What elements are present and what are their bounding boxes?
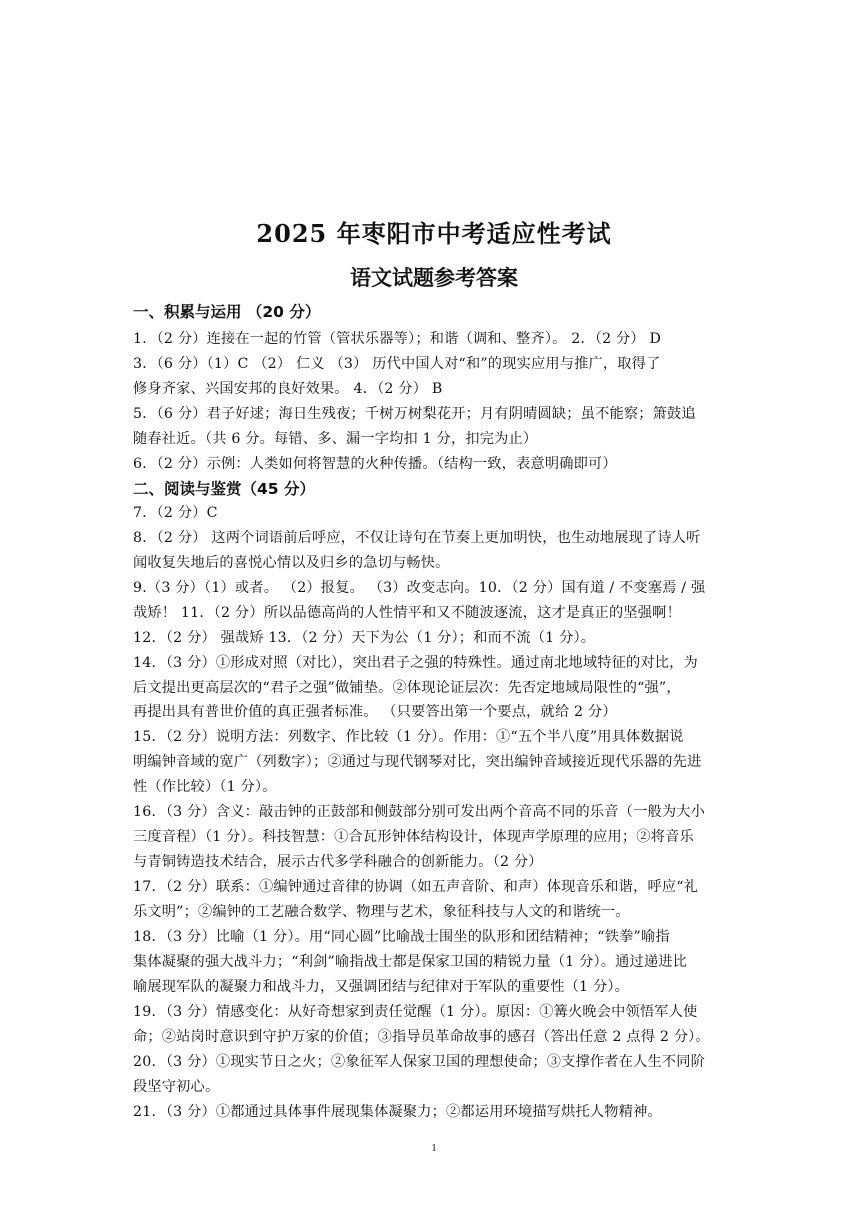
document-title: 2025 年枣阳市中考适应性考试 [256,219,612,248]
answer-line: 12．（2 分） 强哉矫 13．（2 分）天下为公（1 分）；和而不流（1 分）。 [133,630,596,646]
answer-line: 9.（3 分）（1）或者。 （2）报复。 （3）改变志向。10．（2 分）国有道 / 不变塞焉 / 强 [133,580,706,596]
answer-line: 6．（2 分）示例：人类如何将智慧的火种传播。（结构一致，表意明确即可） [133,456,617,472]
answer-line: 8．（2 分） 这两个词语前后呼应，不仅让诗句在节奏上更加明快，也生动地展现了诗人听 [133,530,701,546]
answer-line: 再提出具有普世价值的真正强者标准。 （只要答出第一个要点，就给 2 分） [133,704,617,720]
answer-line: 修身齐家、兴国安邦的良好效果。 4．（2 分） B [133,381,443,397]
section-heading-reading: 二、阅读与鉴赏（45 分） [133,480,315,498]
document-subtitle: 语文试题参考答案 [350,265,518,290]
answer-line: 明编钟音域的宽广（列数字）；②通过与现代钢琴对比，突出编钟音域接近现代乐器的先进 [133,754,702,770]
answer-line: 命；②站岗时意识到守护万家的价值；③指导员革命故事的感召（答出任意 2 点得 2 分）。 [133,1029,710,1045]
answer-line: 21．（3 分）①都通过具体事件展现集体凝聚力；②都运用环境描写烘托人物精神。 [133,1104,662,1120]
section-heading-accumulation: 一、积累与运用 （20 分） [133,303,321,321]
answer-line: 19．（3 分）情感变化：从好奇想家到责任觉醒（1 分）。原因：①篝火晚会中领悟军人使 [133,1004,698,1020]
answer-line: 15．（2 分）说明方法：列数字、作比较（1 分）。作用：①“五个半八度”用具体数据说 [133,729,684,745]
page-number: 1 [431,1142,437,1154]
answer-line: 17．（2 分）联系：①编钟通过音律的协调（如五声音阶、和声）体现音乐和谐，呼应“礼 [133,879,699,895]
answer-line: 5．（6 分）君子好逑；海日生残夜；千树万树梨花开；月有阴晴圆缺；虽不能察；箫鼓追 [133,406,696,422]
answer-line: 与青铜铸造技术结合，展示古代多学科融合的创新能力。（2 分） [133,854,543,870]
answer-line: 哉矫！ 11．（2 分）所以品德高尚的人性情平和又不随波逐流，这才是真正的坚强啊！ [133,605,681,621]
answer-line: 随春社近。（共 6 分。每错、多、漏一字均扣 1 分，扣完为止） [133,431,538,447]
answer-line: 三度音程）（1 分）。科技智慧：①合瓦形钟体结构设计，体现声学原理的应用；②将音乐 [133,829,694,845]
answer-line: 段坚守初心。 [133,1079,220,1095]
answer-line: 16．（3 分）含义：敲击钟的正鼓部和侧鼓部分别可发出两个音高不同的乐音（一般为大小 [133,804,706,820]
answer-line: 14．（3 分）①形成对照（对比），突出君子之强的特殊性。通过南北地域特征的对比，为 [133,655,698,671]
answer-line: 集体凝聚的强大战斗力；“利剑”喻指战士都是保家卫国的精锐力量（1 分）。通过递进比 [133,954,688,970]
answer-line: 喻展现军队的凝聚力和战斗力，又强调团结与纪律对于军队的重要性（1 分）。 [133,979,630,995]
answer-line: 闻收复失地后的喜悦心情以及归乡的急切与畅快。 [133,555,450,571]
answer-line: 20．（3 分）①现实节日之火；②象征军人保家卫国的理想使命；③支撑作者在人生不同阶 [133,1054,706,1070]
answer-line: 3．（6 分）（1）C （2） 仁义 （3） 历代中国人对“和”的现实应用与推广，取得了 [133,356,661,372]
answer-line: 18．（3 分）比喻（1 分）。用“同心圆”比喻战士围坐的队形和团结精神；“铁拳”喻指 [133,929,670,945]
answer-line: 后文提出更高层次的“君子之强”做铺垫。②体现论证层次：先否定地域局限性的“强”， [133,680,681,696]
answer-line: 性（作比较）（1 分）。 [133,779,277,795]
answer-line: 7．（2 分）C [133,505,218,521]
answer-line: 乐文明”；②编钟的工艺融合数学、物理与艺术，象征科技与人文的和谐统一。 [133,904,630,920]
answer-line: 1．（2 分）连接在一起的竹管（管状乐器等）；和谐（调和、整齐）。 2．（2 分） D [133,331,662,347]
